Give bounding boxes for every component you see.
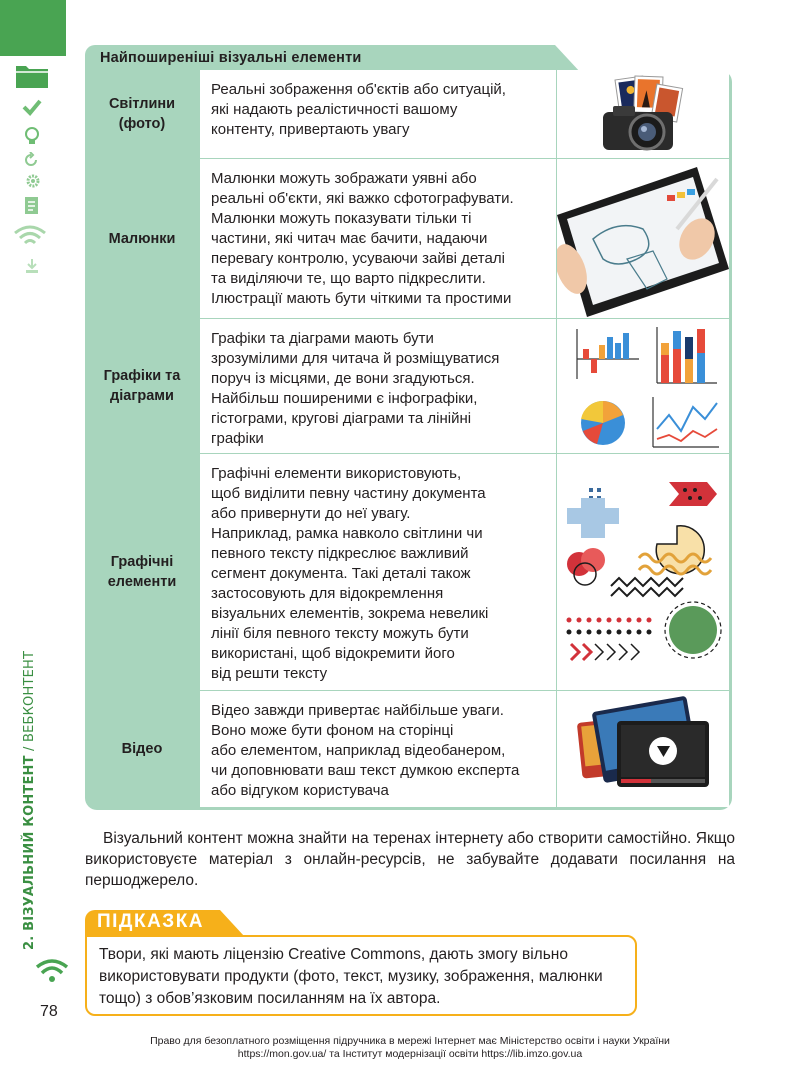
- wifi-icon: [12, 224, 48, 248]
- row-label-graphic-elements: Графічні елементи: [107, 554, 177, 590]
- chapter-main-label: 2. ВІЗУАЛЬНИЙ КОНТЕНТ: [22, 755, 37, 950]
- folder-icon: [14, 60, 50, 90]
- wifi-icon: [34, 958, 70, 984]
- graphic-shapes-image: [557, 454, 729, 690]
- row-text-drawings: Малюнки можуть зображати уявні або реальні об'єкти, які важко сфотографувати. Малюнки можуть показувати тільки ті частини, які читач має бачити, надаючи перевагу контролю, усуваючи зайві деталі та виділяючи те, що варто підкреслити. Ілюстрації мають бути чіткими та простими: [200, 159, 556, 318]
- refresh-icon: [23, 152, 39, 168]
- table-title: Найпоширеніші візуальні елементи: [100, 50, 362, 66]
- row-label-charts: Графіки та діаграми: [103, 368, 181, 404]
- gear-icon: [25, 173, 41, 189]
- hint-text: Твори, які мають ліцензію Creative Commons, дають змогу вільно використовувати продукти (фото, текст, музику, зображення, малюнки тощо) з обов’язковим посиланням на їх автора.: [99, 946, 603, 1007]
- video-player-image: [557, 691, 729, 807]
- row-text-photos: Реальні зображення об'єктів або ситуацій, які надають реалістичності вашому контенту, привертають увагу: [200, 70, 556, 158]
- row-text-video: Відео завжди привертає найбільше уваги. Воно може бути фоном на сторінці або елементом, наприклад відеобанером, чи доповнювати ваш текст думкою експерта або відгуком користувача: [200, 691, 556, 807]
- tablet-drawing-image: [557, 159, 729, 318]
- chapter-separator: /: [22, 742, 37, 756]
- charts-image: [557, 319, 729, 453]
- download-icon: [24, 258, 40, 274]
- document-icon: [23, 196, 41, 216]
- lightbulb-icon: [23, 126, 41, 146]
- row-label-photos: Світлини (фото): [108, 96, 176, 132]
- footer: [100, 1035, 720, 1061]
- check-icon: [22, 98, 42, 116]
- row-text-charts: Графіки та діаграми мають бути зрозумілими для читача й розміщуватися поруч із місцями, де вони згадуються. Найбільш поширеними є інфографіки, гістограми, кругові діаграми та лінійні графіки: [200, 319, 556, 453]
- hint-box: [85, 935, 637, 1016]
- footer-line-1: Право для безоплатного розміщення підручника в мережі Інтернет має Міністерство освіти і науки України: [150, 1035, 670, 1047]
- row-text-graphic-elements: Графічні елементи використовують, щоб виділити певну частину документа або привернути до неї увагу. Наприклад, рамка навколо світлини чи певного тексту підкреслює важливий сегмент документа. Такі деталі також застосовують для відокремлення візуальних елементів, зокрема невеликі лінії біля певного тексту можуть бути використані, щоб відокремити його від решти тексту: [200, 454, 556, 690]
- body-paragraph: Візуальний контент можна знайти на теренах інтернету або створити самостійно. Якщо використовуєте матеріал з онлайн-ресурсів, не забувайте додавати посилання на першоджерело.: [85, 830, 735, 889]
- page-number: 78: [40, 1003, 58, 1020]
- hint-title: ПІДКАЗКА: [97, 911, 205, 932]
- camera-photos-image: [557, 70, 729, 158]
- footer-line-2: https://mon.gov.ua/ та Інститут модернізації освіти https://lib.imzo.gov.ua: [237, 1048, 583, 1060]
- row-label-drawings: Малюнки: [108, 230, 176, 247]
- chapter-vertical-label: [22, 651, 37, 950]
- chapter-corner-block: [0, 0, 66, 56]
- chapter-sub-label: ВЕБКОНТЕНТ: [22, 650, 37, 743]
- row-label-video: Відео: [121, 741, 163, 757]
